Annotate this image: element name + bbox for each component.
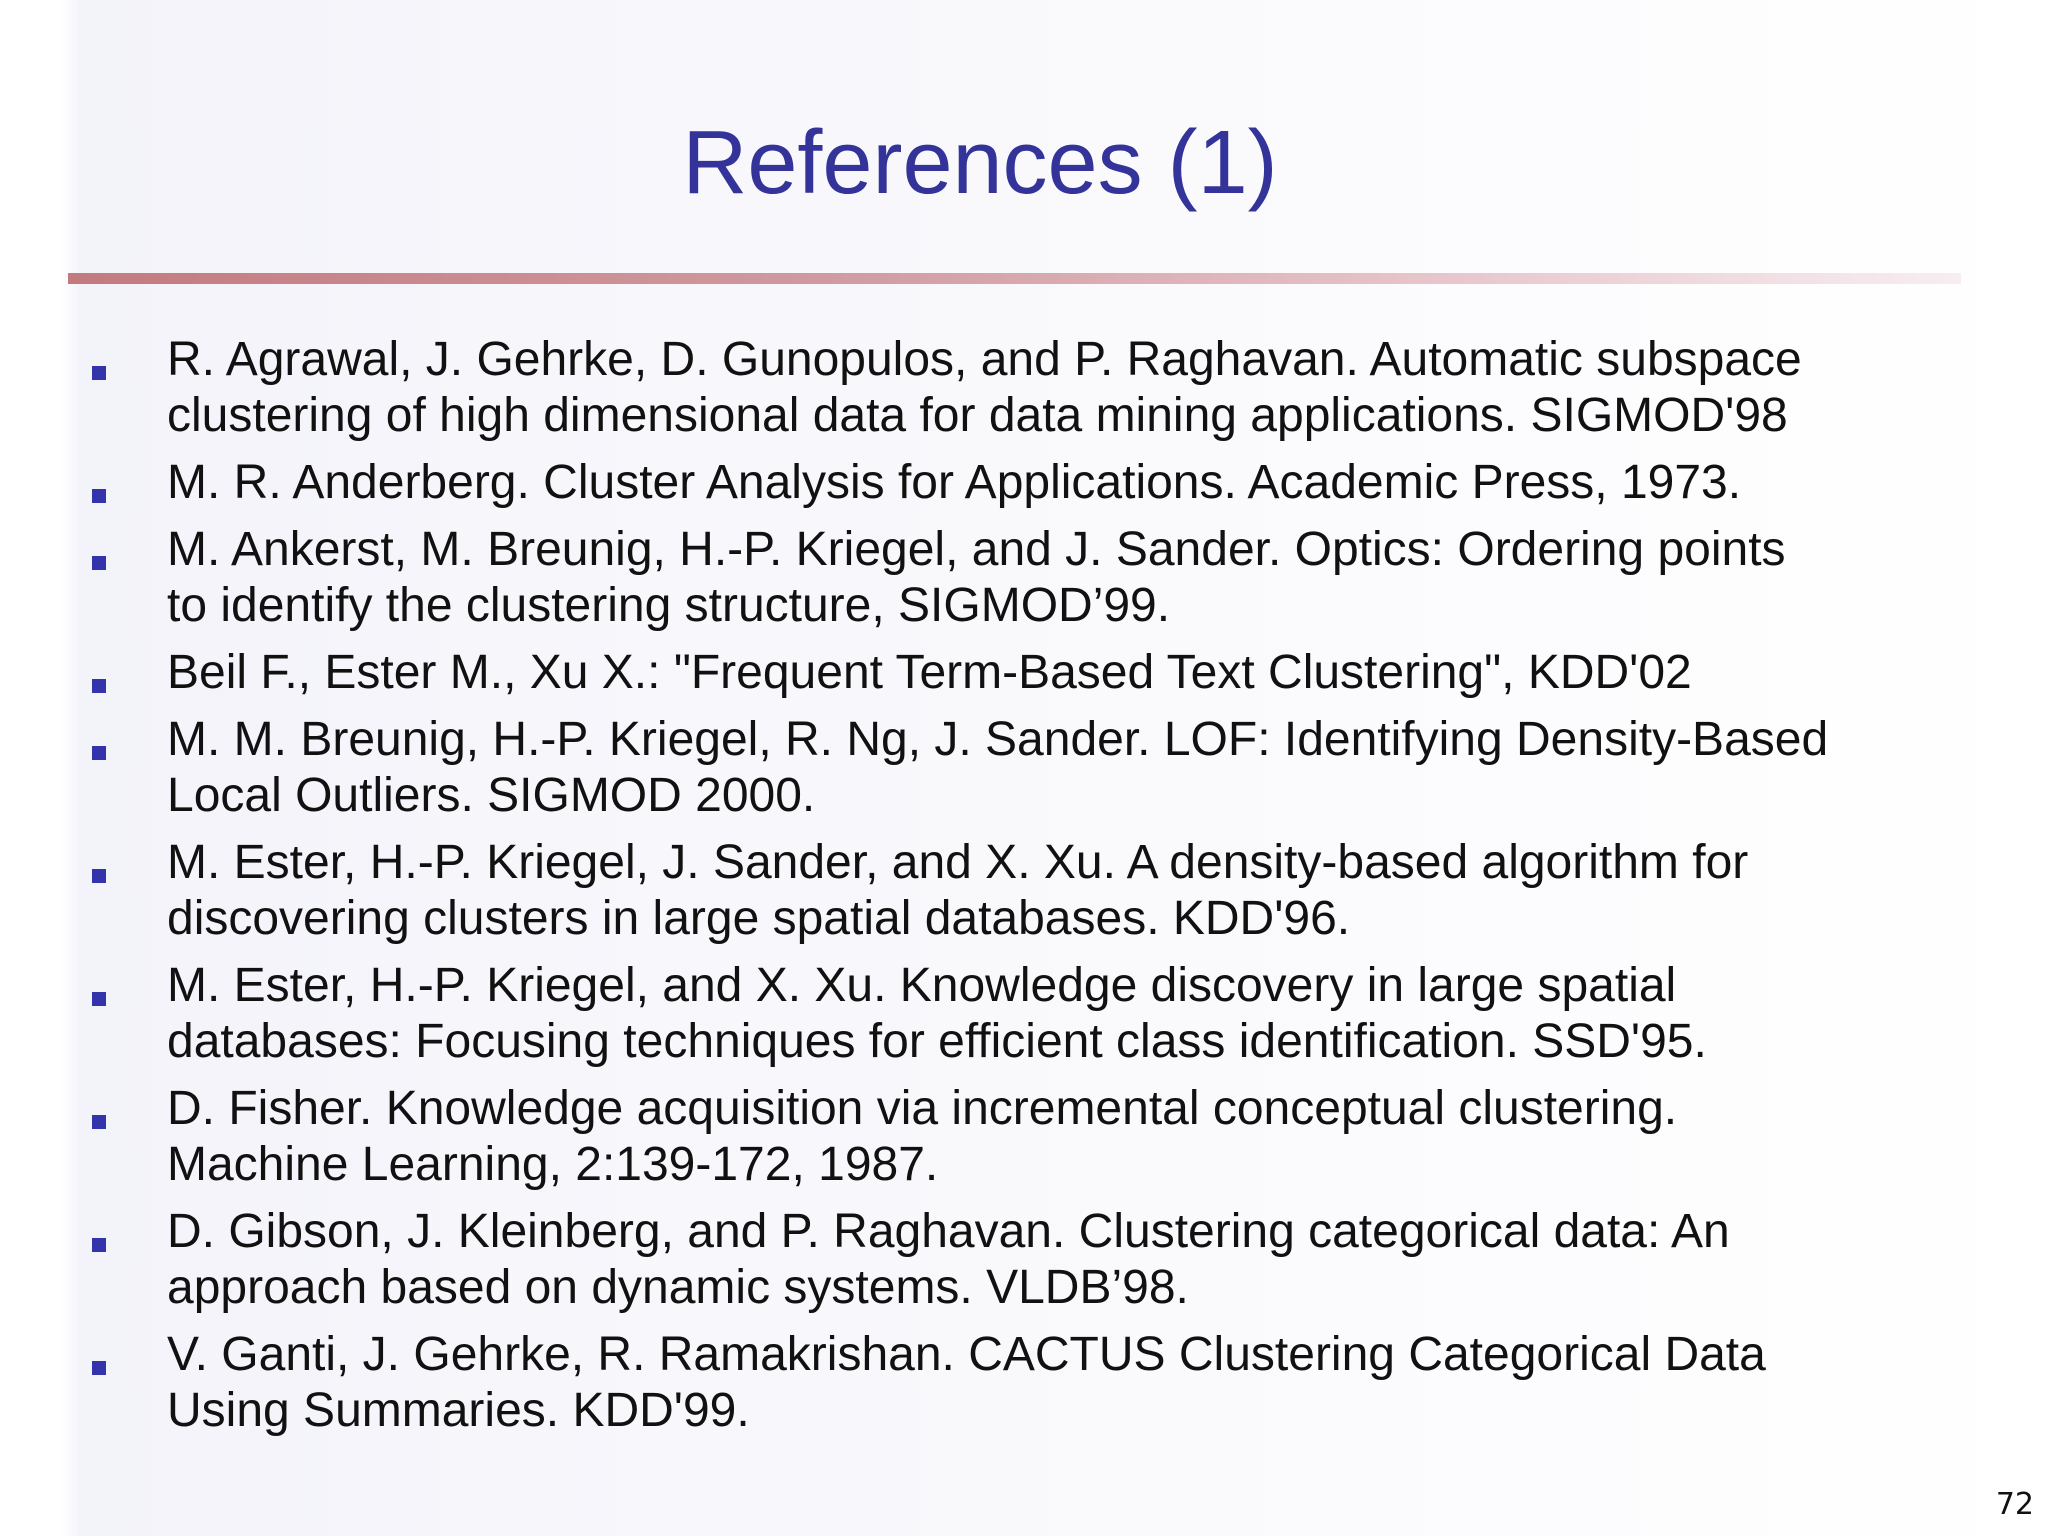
reference-item <box>0 645 2048 701</box>
reference-text: D. Gibson, J. Kleinberg, and P. Raghavan. Clustering categorical data: An approach based on dynamic systems. VLDB’98. <box>167 1205 1730 1314</box>
square-bullet-icon <box>92 1115 106 1129</box>
square-bullet-icon <box>92 366 106 380</box>
reference-item <box>0 332 2048 444</box>
title-divider <box>68 273 1961 284</box>
square-bullet-icon <box>92 746 106 760</box>
reference-item <box>0 712 2048 824</box>
reference-item <box>0 835 2048 947</box>
reference-text: V. Ganti, J. Gehrke, R. Ramakrishan. CACTUS Clustering Categorical Data Using Summaries. KDD'99. <box>167 1328 1766 1437</box>
square-bullet-icon <box>92 1361 106 1375</box>
slide-title: References (1) <box>682 113 1278 213</box>
square-bullet-icon <box>92 1238 106 1252</box>
square-bullet-icon <box>92 489 106 503</box>
reference-list <box>0 332 2048 1450</box>
reference-text: M. Ankerst, M. Breunig, H.-P. Kriegel, and J. Sander. Optics: Ordering points to identify the clustering structure, SIGMOD’99. <box>167 523 1786 632</box>
square-bullet-icon <box>92 556 106 570</box>
page-number: 72 <box>1995 1487 2034 1522</box>
reference-item <box>0 1204 2048 1316</box>
square-bullet-icon <box>92 992 106 1006</box>
reference-text: M. R. Anderberg. Cluster Analysis for Applications. Academic Press, 1973. <box>167 456 1742 509</box>
reference-text: D. Fisher. Knowledge acquisition via incremental conceptual clustering. Machine Learning, 2:139-172, 1987. <box>167 1082 1678 1191</box>
reference-text: M. M. Breunig, H.-P. Kriegel, R. Ng, J. Sander. LOF: Identifying Density-Based Local Outliers. SIGMOD 2000. <box>167 713 1829 822</box>
reference-text: R. Agrawal, J. Gehrke, D. Gunopulos, and P. Raghavan. Automatic subspace clustering of high dimensional data for data mining applications. SIGMOD'98 <box>167 333 1802 442</box>
square-bullet-icon <box>92 679 106 693</box>
square-bullet-icon <box>92 869 106 883</box>
reference-item <box>0 522 2048 634</box>
reference-text: M. Ester, H.-P. Kriegel, J. Sander, and X. Xu. A density-based algorithm for discovering clusters in large spatial databases. KDD'96. <box>167 836 1749 945</box>
reference-item <box>0 1081 2048 1193</box>
reference-item <box>0 1327 2048 1439</box>
reference-item <box>0 958 2048 1070</box>
reference-text: Beil F., Ester M., Xu X.: "Frequent Term-Based Text Clustering", KDD'02 <box>167 646 1692 699</box>
reference-text: M. Ester, H.-P. Kriegel, and X. Xu. Knowledge discovery in large spatial databases: Focusing techniques for efficient class identification. SSD'95. <box>167 959 1707 1068</box>
reference-item <box>0 455 2048 511</box>
